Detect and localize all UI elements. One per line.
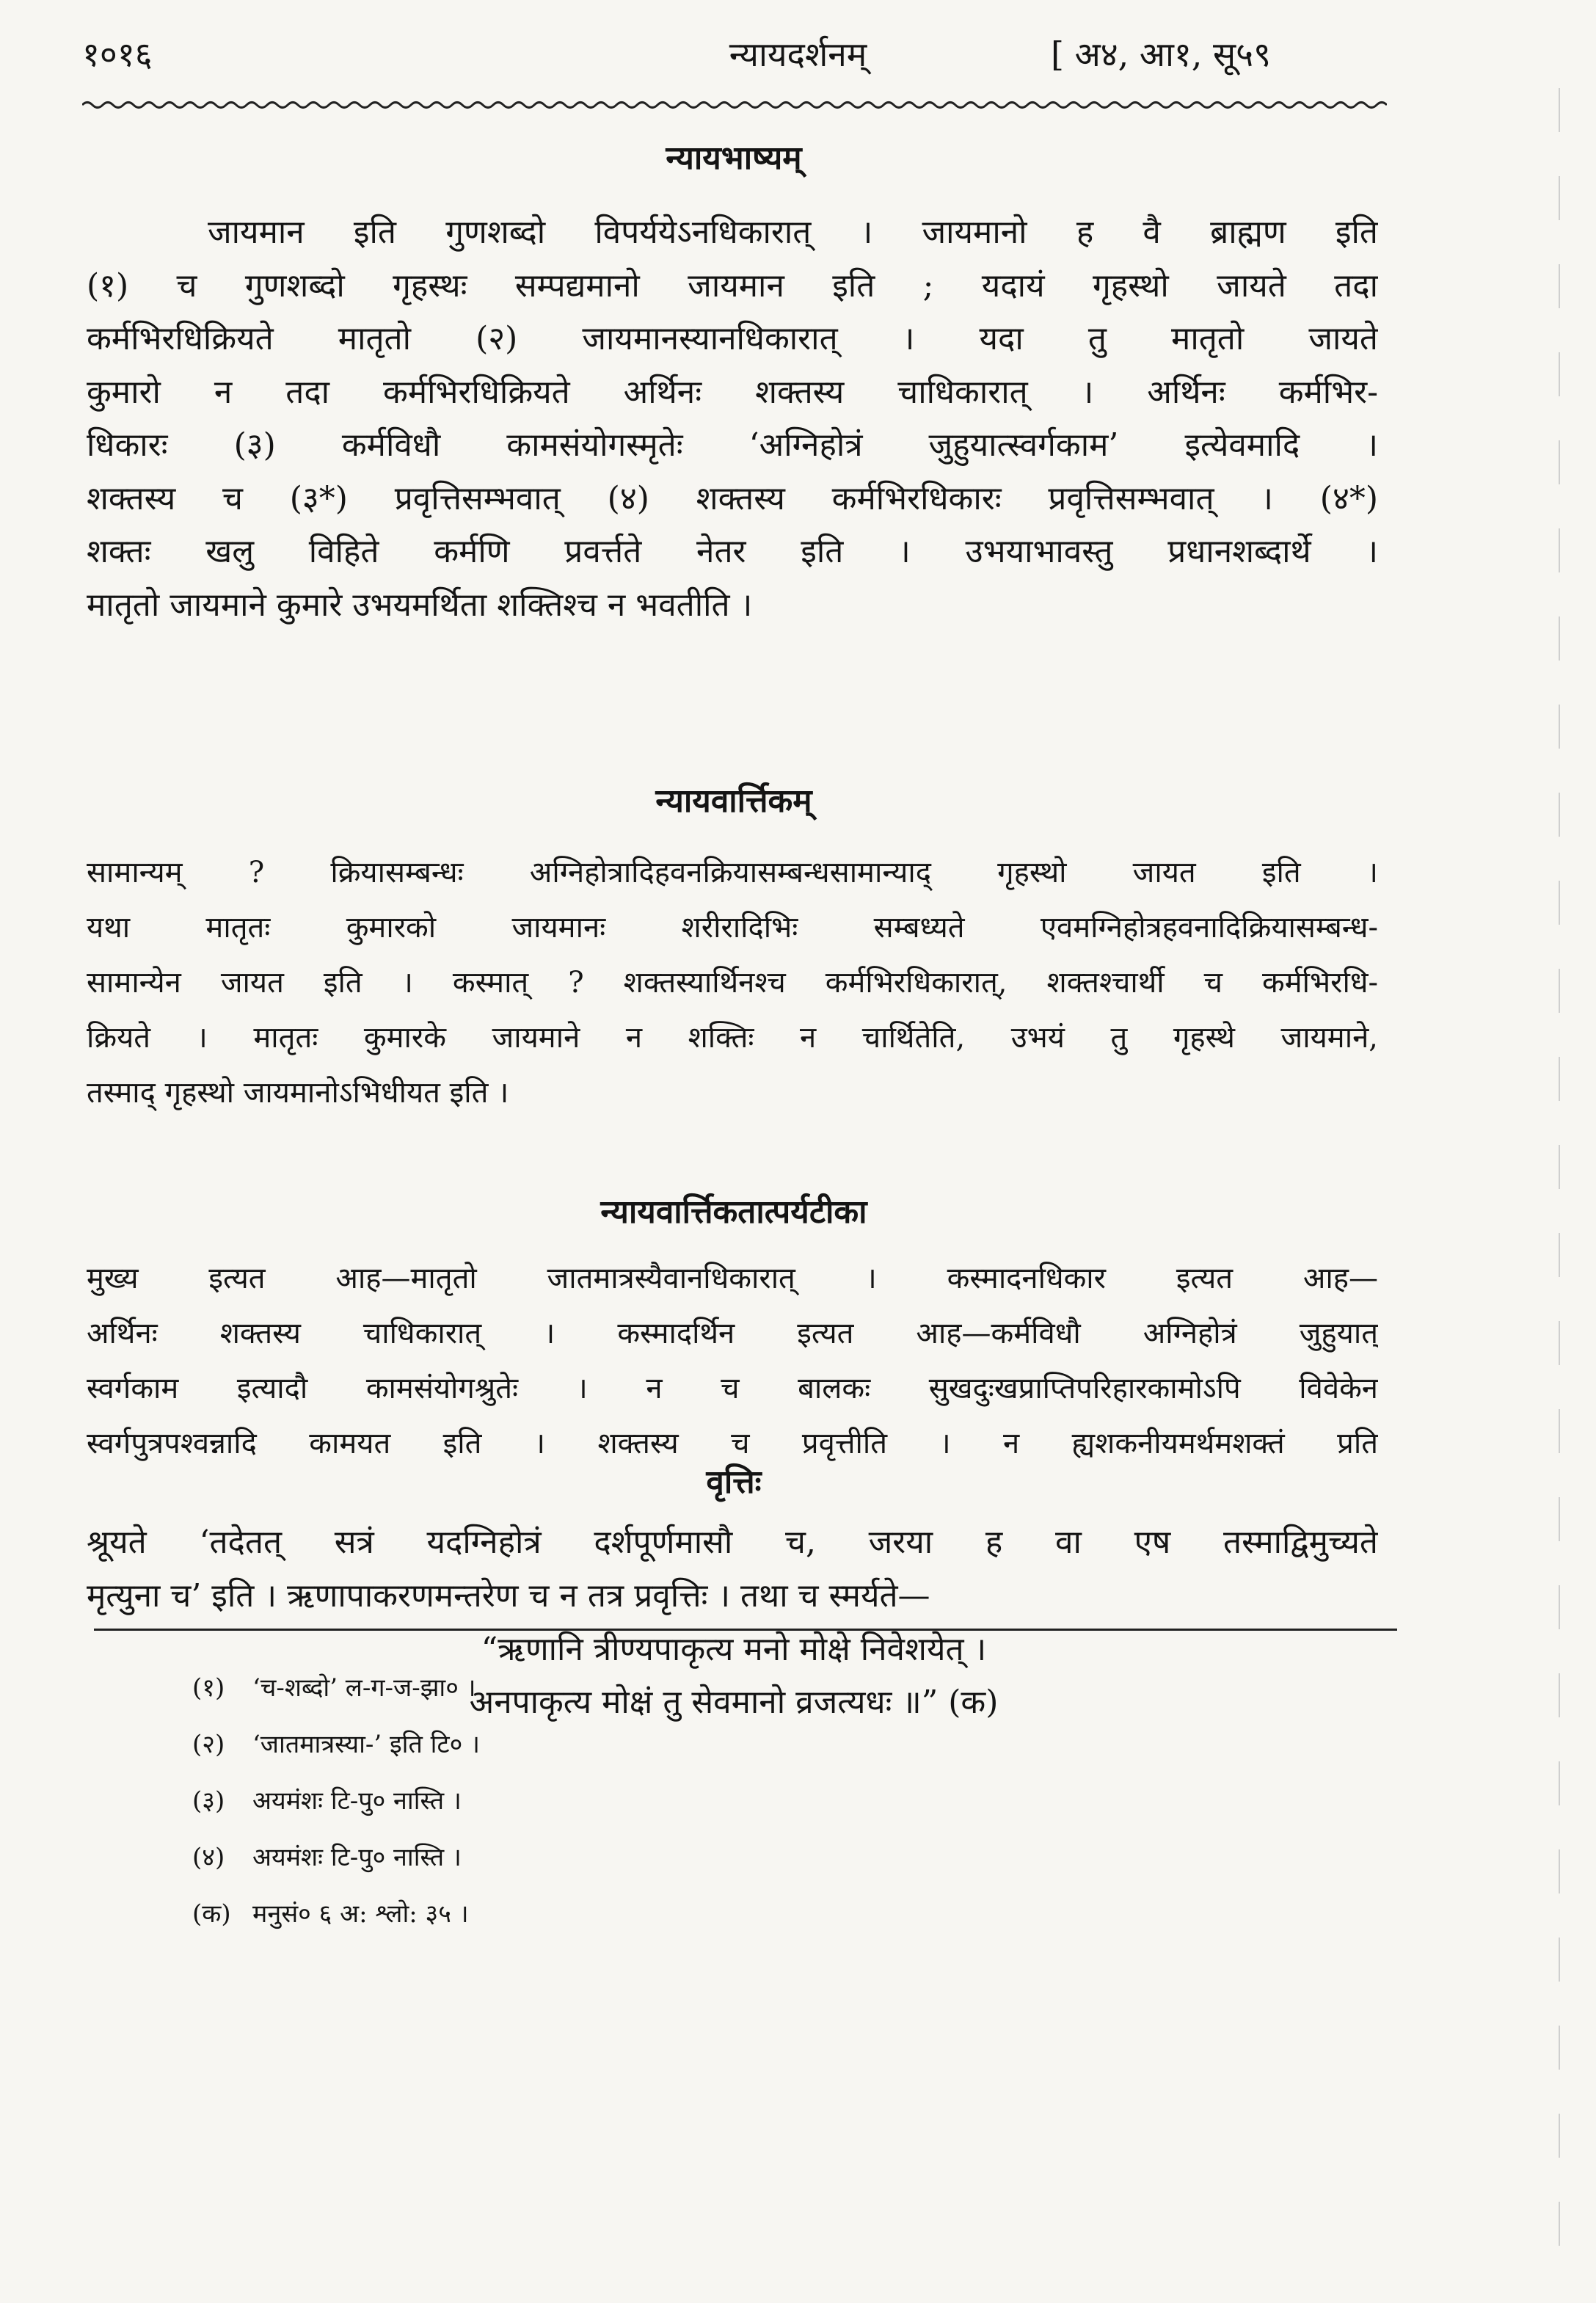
footnote-mark: (४) — [192, 1843, 225, 1872]
text-line: क्रियते । मातृतः कुमारके जायमाने न शक्तिः न चार्थितेति, उभयं तु गृहस्थे जायमाने, — [87, 1021, 1378, 1055]
text-line: श्रूयते ‘तदेतत् सत्रं यदग्निहोत्रं दर्शपूर्णमासौ च, जरया ह वा एष तस्माद्विमुच्यते — [87, 1524, 1378, 1561]
vritti-text — [87, 1516, 1378, 1623]
text-line: मृत्युना च’ इति । ऋणापाकरणमन्तरेण च न तत्र प्रवृत्तिः । तथा च स्मर्यते— — [87, 1576, 930, 1615]
section-title-vritti: वृत्तिः — [706, 1463, 762, 1501]
text-line: जायमान इति गुणशब्दो विपर्ययेऽनधिकारात् । जायमानो ह वै ब्राह्मण इति — [208, 214, 1378, 251]
text-line: कर्मभिरधिक्रियते मातृतो (२) जायमानस्यानधिकारात् । यदा तु मातृतो जायते — [87, 320, 1378, 357]
scan-edge-line — [1559, 88, 1560, 2275]
footnotes — [192, 1660, 480, 1943]
text-line: अर्थिनः शक्तस्य चाधिकारात् । कस्मादर्थिन इत्यत आह—कर्मविधौ अग्निहोत्रं जुहुयात् — [87, 1317, 1378, 1350]
section-title-vartika: न्यायवार्त्तिकम् — [655, 782, 812, 820]
vartika-text — [87, 845, 1378, 1121]
running-title: न्यायदर्शनम् — [729, 34, 867, 74]
text-line: स्वर्गपुत्रपश्वन्नादि कामयत इति । शक्तस्य च प्रवृत्तीति । न ह्यशकनीयमर्थमशक्तं प्रति — [87, 1427, 1378, 1460]
text-line: सामान्येन जायत इति । कस्मात् ? शक्तस्यार्थिनश्च कर्मभिरधिकारात्, शक्तश्चार्थी च कर्मभिरधि- — [87, 966, 1378, 1000]
footnote-rule — [94, 1629, 1397, 1631]
verse-line: “ऋणानि त्रीण्यपाकृत्य मनो मोक्षे निवेशयेत् । — [481, 1631, 987, 1668]
footnote-mark: (२) — [192, 1730, 225, 1759]
text-line: यथा मातृतः कुमारको जायमानः शरीरादिभिः सम्बध्यते एवमग्निहोत्रहवनादिक्रियासम्बन्ध- — [87, 911, 1378, 945]
section-title-tatparya: न्यायवार्त्तिकतात्पर्यटीका — [600, 1193, 867, 1231]
footnote-text: अयमंशः टि-पु० नास्ति । — [252, 1843, 462, 1872]
footnote — [192, 1886, 480, 1943]
sutra-reference: [ अ४, आ१, सू५९ — [1051, 34, 1271, 74]
verse-line: अनपाकृत्य मोक्षं तु सेवमानो व्रजत्यधः ॥” (क) — [469, 1684, 999, 1721]
footnote-mark: (१) — [192, 1673, 225, 1703]
text-line: मातृतो जायमाने कुमारे उभयमर्थिता शक्तिश्च न भवतीति । — [87, 586, 753, 624]
text-line: तस्माद् गृहस्थो जायमानोऽभिधीयत इति । — [87, 1076, 509, 1110]
header-wavy-rule — [82, 94, 1387, 116]
text-line: मुख्य इत्यत आह—मातृतो जातमात्रस्यैवानधिकारात् । कस्मादनधिकार इत्यत आह— — [87, 1262, 1378, 1295]
footnote — [192, 1660, 480, 1717]
footnote-text: मनुसं० ६ अ: श्लो: ३५ । — [252, 1899, 469, 1929]
text-line: स्वर्गकाम इत्यादौ कामसंयोगश्रुतेः । न च बालकः सुखदुःखप्राप्तिपरिहारकामोऽपि विवेकेन — [87, 1372, 1378, 1405]
tatparya-text — [87, 1251, 1378, 1471]
footnote — [192, 1830, 480, 1886]
text-line: कुमारो न तदा कर्मभिरधिक्रियते अर्थिनः शक्तस्य चाधिकारात् । अर्थिनः कर्मभिर- — [87, 373, 1378, 411]
footnote — [192, 1717, 480, 1773]
text-line: सामान्यम् ? क्रियासम्बन्धः अग्निहोत्रादिहवनक्रियासम्बन्धसामान्याद् गृहस्थो जायत इति । — [87, 856, 1378, 889]
section-title-bhashya: न्यायभाष्यम् — [666, 139, 802, 177]
footnote-text: अयमंशः टि-पु० नास्ति । — [252, 1786, 462, 1816]
footnote-mark: (क) — [192, 1899, 231, 1929]
footnote-mark: (३) — [192, 1786, 225, 1816]
footnote-text: ‘जातमात्रस्या-’ इति टि० । — [252, 1730, 480, 1759]
text-line: (१) च गुणशब्दो गृहस्थः सम्पद्यमानो जायमान इति ; यदायं गृहस्थो जायते तदा — [87, 266, 1378, 305]
text-line: शक्तस्य च (३*) प्रवृत्तिसम्भवात् (४) शक्तस्य कर्मभिरधिकारः प्रवृत्तिसम्भवात् । (४*) — [87, 479, 1378, 517]
text-line: शक्तः खलु विहिते कर्मणि प्रवर्त्तते नेतर इति । उभयाभावस्तु प्रधानशब्दार्थे । — [87, 533, 1378, 570]
text-line: धिकारः (३) कर्मविधौ कामसंयोगस्मृतेः ‘अग्निहोत्रं जुहुयात्स्वर्गकाम’ इत्येवमादि । — [87, 426, 1378, 464]
footnote-text: ‘च-शब्दो’ ल-ग-ज-झा० । — [252, 1673, 476, 1703]
page-number: १०१६ — [82, 34, 153, 74]
footnote — [192, 1773, 480, 1830]
bhashya-text — [87, 206, 1378, 632]
